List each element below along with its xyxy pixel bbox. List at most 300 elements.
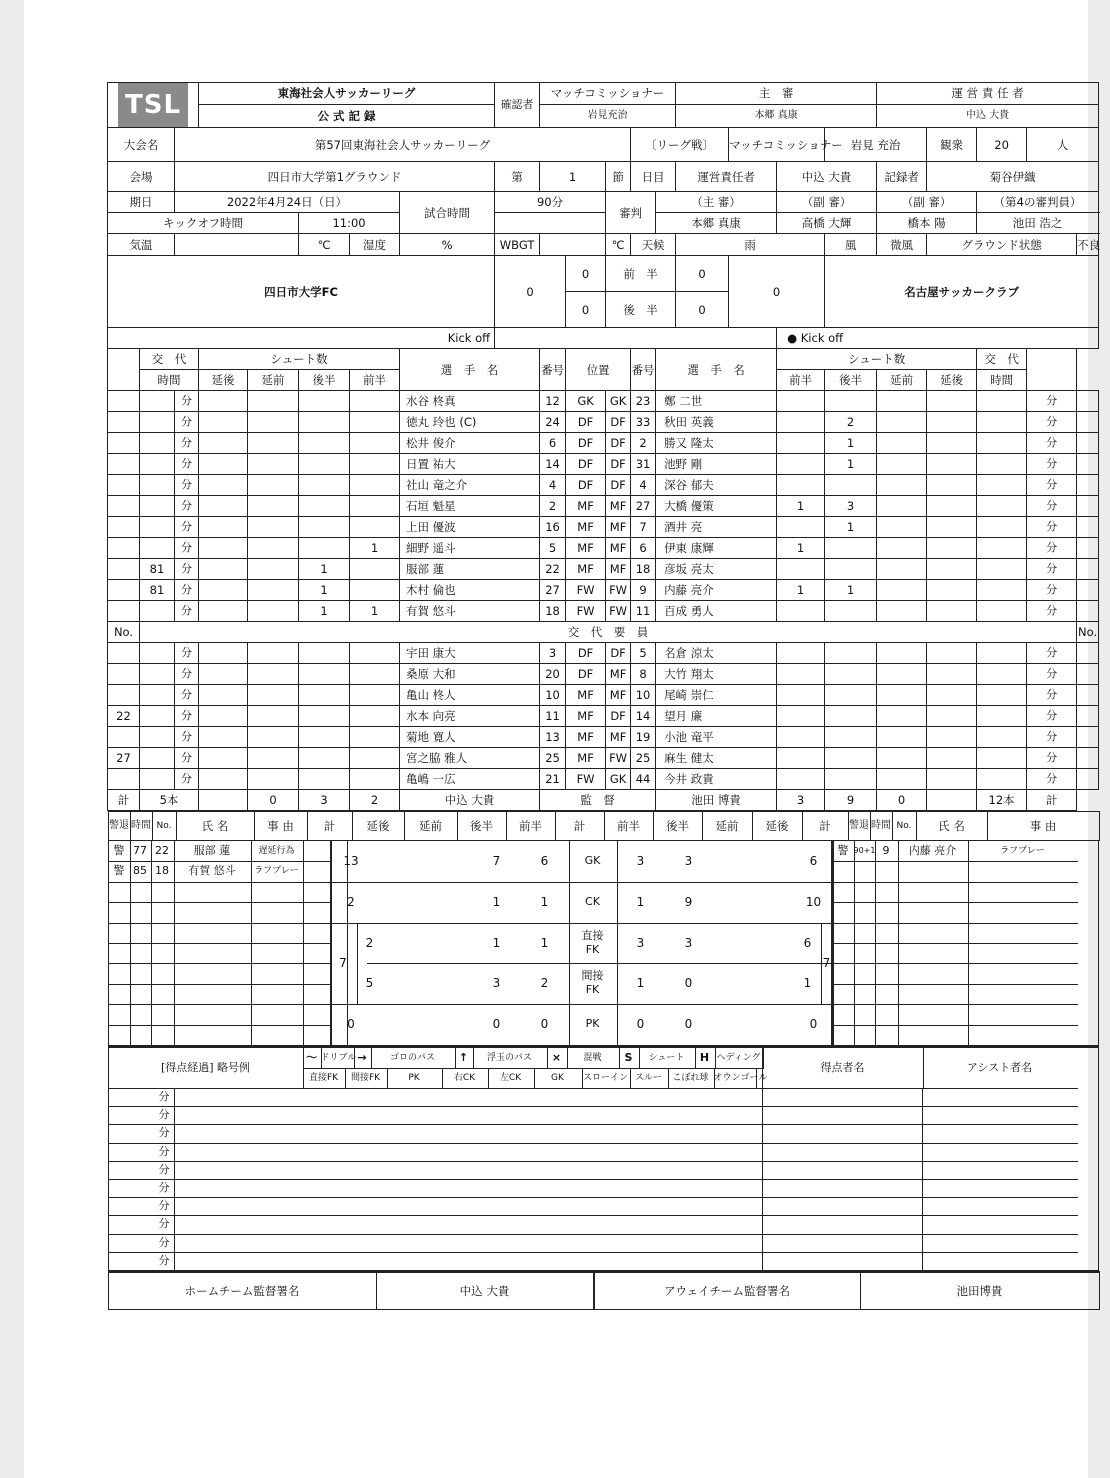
home-team-name: 四日市大学FC [108,256,495,328]
away-shots-et2 [927,580,977,601]
goal-minute-label: 分 [158,1144,170,1158]
away-shots-et1 [877,601,927,622]
away-shots-h2 [825,748,877,769]
second-half-label: 後 半 [606,292,676,328]
home-caution-no: 22 [155,843,169,857]
home-sub-time [140,769,175,790]
stat-home-h2: 1 [492,895,501,909]
away-player-number: 23 [631,391,656,412]
away-minute-label: 分 [1027,727,1077,748]
away-shots-h2 [825,685,877,706]
record-title: 公 式 記 録 [317,109,376,123]
caution-row-line [109,984,330,985]
away-player-number: 31 [631,454,656,475]
away-player-name: 大竹 翔太 [656,664,777,685]
away-sub-no [1077,412,1099,433]
home-h1-header: 前半 [350,370,400,391]
away-et2-header: 延後 [927,370,977,391]
scorer-header: 得点者名 [762,1048,924,1088]
home-shots-h1 [350,496,400,517]
home-shots-et2 [199,433,248,454]
away-minute-label: 分 [1027,559,1077,580]
caution-row-line [109,943,330,944]
stat-home-total: 2 [365,936,374,950]
fourth-value: 池田 浩之 [977,213,1099,234]
home-minute-label: 分 [175,559,199,580]
home-shots-h2 [299,748,350,769]
home-caution-reason: ラフプレー [254,865,299,876]
home-sub-no [108,475,140,496]
away-shots-et2 [927,496,977,517]
home-player-number: 25 [540,748,566,769]
home-shots-h1 [350,664,400,685]
away-total-et2 [927,790,977,811]
away-minute-label: 分 [1027,769,1077,790]
attendance-value: 20 [977,128,1027,162]
away-shots-et2 [927,412,977,433]
away-player-name: 麻生 健太 [656,748,777,769]
away-sub-time [977,601,1027,622]
away-shots-et1 [877,496,927,517]
stats-away-h1-col: 前半 [604,811,653,841]
away-shots-h2 [825,706,877,727]
away-sub-time [977,643,1027,664]
stats-away-h2-col: 後半 [653,811,702,841]
goal-minute-label: 分 [158,1253,170,1267]
date-label: 期日 [108,192,175,213]
away-shots-et1 [877,748,927,769]
away-h1-header: 前半 [777,370,825,391]
caution-row-line [109,1025,330,1026]
home-sub-no [108,538,140,559]
home-shots-h1 [350,391,400,412]
home-sub-no [108,601,140,622]
away-shots-h2 [825,538,877,559]
kickoff-value: 11:00 [299,213,400,234]
away-sub-no [1077,643,1099,664]
legend-abbrev: こぼれ球 [668,1068,715,1088]
away-player-position: MF [606,538,631,559]
home-shots-et2 [199,769,248,790]
home-shots-h2 [299,454,350,475]
home-first-half-score: 0 [566,256,606,292]
stats-home-total-col: 計 [307,811,352,841]
home-player-number: 20 [540,664,566,685]
match-record-form [107,82,1099,1310]
away-shots-et1 [877,559,927,580]
home-shots-h2 [299,496,350,517]
home-player-position: FW [566,769,606,790]
home-shots-et1 [248,559,299,580]
player-row [108,664,1099,685]
away-shots-h1 [777,664,825,685]
away-player-position: MF [606,517,631,538]
stats-home-et1-col: 延前 [404,811,457,841]
away-minute-label: 分 [1027,643,1077,664]
home-player-position: GK [566,391,606,412]
humidity-unit: % [400,234,495,256]
away-shots-h2 [825,643,877,664]
home-shots-h2 [299,391,350,412]
legend-abbrev: スルー [630,1068,669,1088]
home-player-number: 12 [540,391,566,412]
away-shots-h2: 1 [825,517,877,538]
fk-away-total: 7 [822,955,831,970]
away-player-name: 小池 竜平 [656,727,777,748]
home-card-col: 警退 [108,811,130,841]
home-shots-et2 [199,412,248,433]
away-sub-no [1077,475,1099,496]
home-player-number: 3 [540,643,566,664]
mc-value: 岩見 充治 [825,128,927,162]
legend-item: → [354,1048,372,1069]
manager-header: 運 営 責 任 者 [877,83,1098,105]
home-shots-h2 [299,412,350,433]
away-shots-h1 [777,559,825,580]
away-minute-label: 分 [1027,685,1077,706]
goal-minute-label: 分 [158,1216,170,1230]
caution-row-line [833,861,1078,862]
away-shots-h1 [777,601,825,622]
home-player-number: 14 [540,454,566,475]
chief-ref-label: （主 審） [656,192,777,213]
tsl-logo: TSL [118,83,188,127]
away-shots-et2 [927,433,977,454]
caution-row-line [833,984,1078,985]
home-shots-et1 [248,643,299,664]
home-player-position: FW [566,580,606,601]
recorder-label: 記録者 [877,162,927,192]
home-shots-et1 [248,517,299,538]
player-row [108,727,1099,748]
attendance-unit: 人 [1027,128,1099,162]
coach-label: 監 督 [540,790,656,811]
competition-type: 〔リーグ戦〕 [631,128,729,162]
op-value: 中込 大貴 [777,162,877,192]
player-row [108,559,1099,580]
away-minute-label: 分 [1027,496,1077,517]
wind-label: 風 [825,234,877,256]
home-player-position: DF [566,412,606,433]
away-sub-no [1077,496,1099,517]
away-sub-time [977,664,1027,685]
home-sub-time: 81 [140,559,175,580]
away-shots-h2 [825,664,877,685]
away-player-position: FW [606,580,631,601]
home-sub-time [140,391,175,412]
stat-away-total: 0 [809,1017,818,1031]
player-row [108,706,1099,727]
home-no-col: No. [152,811,176,841]
competition-label: 大会名 [108,128,175,162]
stat-away-h2: 0 [684,1017,693,1031]
home-sub-no [108,727,140,748]
home-total-et2 [199,790,248,811]
away-coach: 池田 博貴 [656,790,777,811]
stat-away-total: 6 [803,936,812,950]
away-minute-label: 分 [1027,538,1077,559]
league-name: 東海社会人サッカーリーグ [199,83,494,105]
stats-away-et1-col: 延前 [702,811,752,841]
away-sub-time [977,748,1027,769]
home-shots-h2: 1 [299,580,350,601]
goal-row-line [109,1106,1078,1107]
away-player-number: 5 [631,643,656,664]
home-shots-h1: 1 [350,538,400,559]
home-sub-no [108,580,140,601]
home-player-position: MF [566,727,606,748]
goal-minute-label: 分 [158,1180,170,1194]
away-sub-no [1077,748,1099,769]
legend-item: シュート [639,1048,696,1069]
legend-abbrev: 左CK [488,1068,535,1088]
away-sub-no [1077,454,1099,475]
away-player-number: 6 [631,538,656,559]
away-card-col: 警退 [848,811,870,841]
goal-minute-label: 分 [158,1235,170,1249]
home-player-number: 16 [540,517,566,538]
away-sub-no [1077,727,1099,748]
away-shots-et2 [927,454,977,475]
home-sub-no [108,769,140,790]
home-sub-no: 22 [108,706,140,727]
stat-home-total: 0 [347,1017,355,1031]
home-shots-et2 [199,475,248,496]
stats-away-total-col: 計 [802,811,848,841]
away-sub-time [977,538,1027,559]
away-sub-time [977,727,1027,748]
home-minute-label: 分 [175,643,199,664]
away-shots-h1: 1 [777,580,825,601]
home-et2-header: 延後 [199,370,248,391]
stat-home-h2: 0 [492,1017,501,1031]
home-shots-h1 [350,517,400,538]
home-player-name: 水本 向亮 [400,706,540,727]
home-caution-card: 警 [113,843,125,857]
away-signature: 池田博貴 [956,1283,1003,1298]
wbgt-label: WBGT [495,234,540,256]
home-shots-h1 [350,580,400,601]
home-sub-no [108,664,140,685]
home-minute-label: 分 [175,664,199,685]
home-player-number: 18 [540,601,566,622]
home-player-number: 21 [540,769,566,790]
home-minute-label: 分 [175,475,199,496]
home-number-header: 番号 [540,349,566,391]
away-sub-no [1077,517,1099,538]
goals-col-line [303,1048,304,1088]
away-player-number: 44 [631,769,656,790]
home-player-name: 水谷 柊真 [400,391,540,412]
home-player-position: DF [566,454,606,475]
home-shots-et1 [248,538,299,559]
away-shots-et2 [927,475,977,496]
home-player-name: 宇田 康大 [400,643,540,664]
home-player-name: 服部 蓮 [400,559,540,580]
away-first-half-score: 0 [676,256,729,292]
stat-label: 直接FK [581,929,604,956]
caution-row-line [109,1004,330,1005]
home-minute-label: 分 [175,727,199,748]
home-minute-label: 分 [175,538,199,559]
legend-item: ～ [303,1048,322,1069]
home-sub-time [140,643,175,664]
away-sub-time [977,517,1027,538]
away-sub-no [1077,538,1099,559]
home-player-position: MF [566,685,606,706]
player-row [108,433,1099,454]
home-shots-h2 [299,433,350,454]
home-shots-et2 [199,643,248,664]
away-player-number: 2 [631,433,656,454]
away-player-number: 9 [631,580,656,601]
away-shots-et2 [927,706,977,727]
legend-abbrev: 直接FK [303,1068,346,1088]
away-player-position: FW [606,748,631,769]
away-player-position: MF [606,685,631,706]
player-row [108,643,1099,664]
away-shots-h1 [777,685,825,706]
away-shots-et1 [877,727,927,748]
home-player-position: MF [566,559,606,580]
wbgt-unit: ℃ [606,234,631,256]
stat-away-h2: 3 [684,854,693,868]
away-player-name: 内藤 亮介 [656,580,777,601]
home-total-h1: 2 [350,790,400,811]
day-label: 日目 [631,162,676,192]
stat-home-h1: 6 [540,854,549,868]
away-sub-no [1077,391,1099,412]
away-sub-time [977,559,1027,580]
away-player-position: FW [606,601,631,622]
home-minute-label: 分 [175,706,199,727]
home-player-position: MF [566,706,606,727]
away-minute-label: 分 [1027,454,1077,475]
away-shots-h1 [777,706,825,727]
home-shots-et2 [199,454,248,475]
home-player-number: 6 [540,433,566,454]
home-player-name: 有賀 悠斗 [400,601,540,622]
home-shots-h2 [299,685,350,706]
home-shots-h1 [350,475,400,496]
goal-row-line [109,1252,1078,1253]
home-shots-h2 [299,538,350,559]
manager-name: 中込 大貴 [965,110,1010,121]
weather-label: 天候 [631,234,676,256]
away-player-number: 8 [631,664,656,685]
home-minute-label: 分 [175,517,199,538]
home-shots-et1 [248,769,299,790]
stats-label-border [617,841,618,1045]
stats-home-et2-col: 延後 [352,811,404,841]
away-caution-card: 警 [837,843,849,857]
home-shots-et1 [248,433,299,454]
away-player-number: 19 [631,727,656,748]
stat-away-h1: 1 [636,976,645,990]
home-caution-no: 18 [155,863,169,877]
home-caution-name: 有賀 悠斗 [188,863,236,877]
away-player-position: DF [606,706,631,727]
home-shots-h2 [299,517,350,538]
officials-label: 審判 [606,192,656,234]
away-number-header: 番号 [631,349,656,391]
weather-value: 雨 [676,234,825,256]
away-shots-h2: 1 [825,454,877,475]
away-sub-no [1077,433,1099,454]
goal-minute-label: 分 [158,1162,170,1176]
away-shots-h1: 1 [777,538,825,559]
home-shots-et2 [199,580,248,601]
assistant2-value: 橋本 陽 [877,213,977,234]
goal-minute-label: 分 [158,1107,170,1121]
home-signature-label: ホームチーム監督署名 [108,1272,376,1310]
home-player-number: 2 [540,496,566,517]
assist-header: アシスト者名 [966,1060,1033,1074]
away-shots-et1 [877,685,927,706]
away-minute-label: 分 [1027,412,1077,433]
home-player-name: 亀嶋 一広 [400,769,540,790]
home-player-position: DF [566,643,606,664]
competition-name: 第57回東海社会人サッカーリーグ [175,128,631,162]
away-caution-reason: ラフプレー [1000,845,1045,856]
home-shots-et2 [199,538,248,559]
home-sub-no [108,412,140,433]
home-shots-h2: 1 [299,559,350,580]
home-et1-header: 延前 [248,370,299,391]
home-shots-et2 [199,559,248,580]
away-shots-h1 [777,727,825,748]
caution-row-line [109,963,330,964]
away-sub-time [977,769,1027,790]
away-sub-no [1077,685,1099,706]
away-shots-et1 [877,517,927,538]
away-shots-h2 [825,769,877,790]
home-total-score: 0 [495,256,566,328]
goal-row-line [109,1143,1078,1144]
away-shots-h1 [777,433,825,454]
fourth-label: （第4の審判員） [977,192,1099,213]
away-player-position: MF [606,727,631,748]
away-shots-et2 [927,559,977,580]
away-et1-header: 延前 [877,370,927,391]
legend-item: 浮玉のパス [473,1048,548,1069]
away-total-subs: 12本 [977,790,1027,811]
home-shots-et1 [248,664,299,685]
away-sub-no [1077,580,1099,601]
player-row [108,496,1099,517]
away-player-name: 勝又 隆太 [656,433,777,454]
home-sub-time [140,664,175,685]
away-minute-label: 分 [1027,433,1077,454]
home-player-name: 細野 遥斗 [400,538,540,559]
home-shots-et1 [248,601,299,622]
legend-item: ↑ [455,1048,474,1069]
away-shots-h1: 1 [777,496,825,517]
away-shots-et2 [927,685,977,706]
stat-away-h2: 0 [684,976,693,990]
home-total-subs: 5本 [140,790,199,811]
away-shots-et2 [927,769,977,790]
stat-home-h2: 1 [492,936,501,950]
away-shots-header: シュート数 [777,349,977,370]
legend-abbrev: PK [387,1068,443,1088]
caution-row-line [833,1025,1078,1026]
assistant2-label: （副 審） [877,192,977,213]
stat-home-total: 13 [343,854,359,868]
away-h2-header: 後半 [825,370,877,391]
home-minute-label: 分 [175,580,199,601]
away-shots-h1 [777,517,825,538]
